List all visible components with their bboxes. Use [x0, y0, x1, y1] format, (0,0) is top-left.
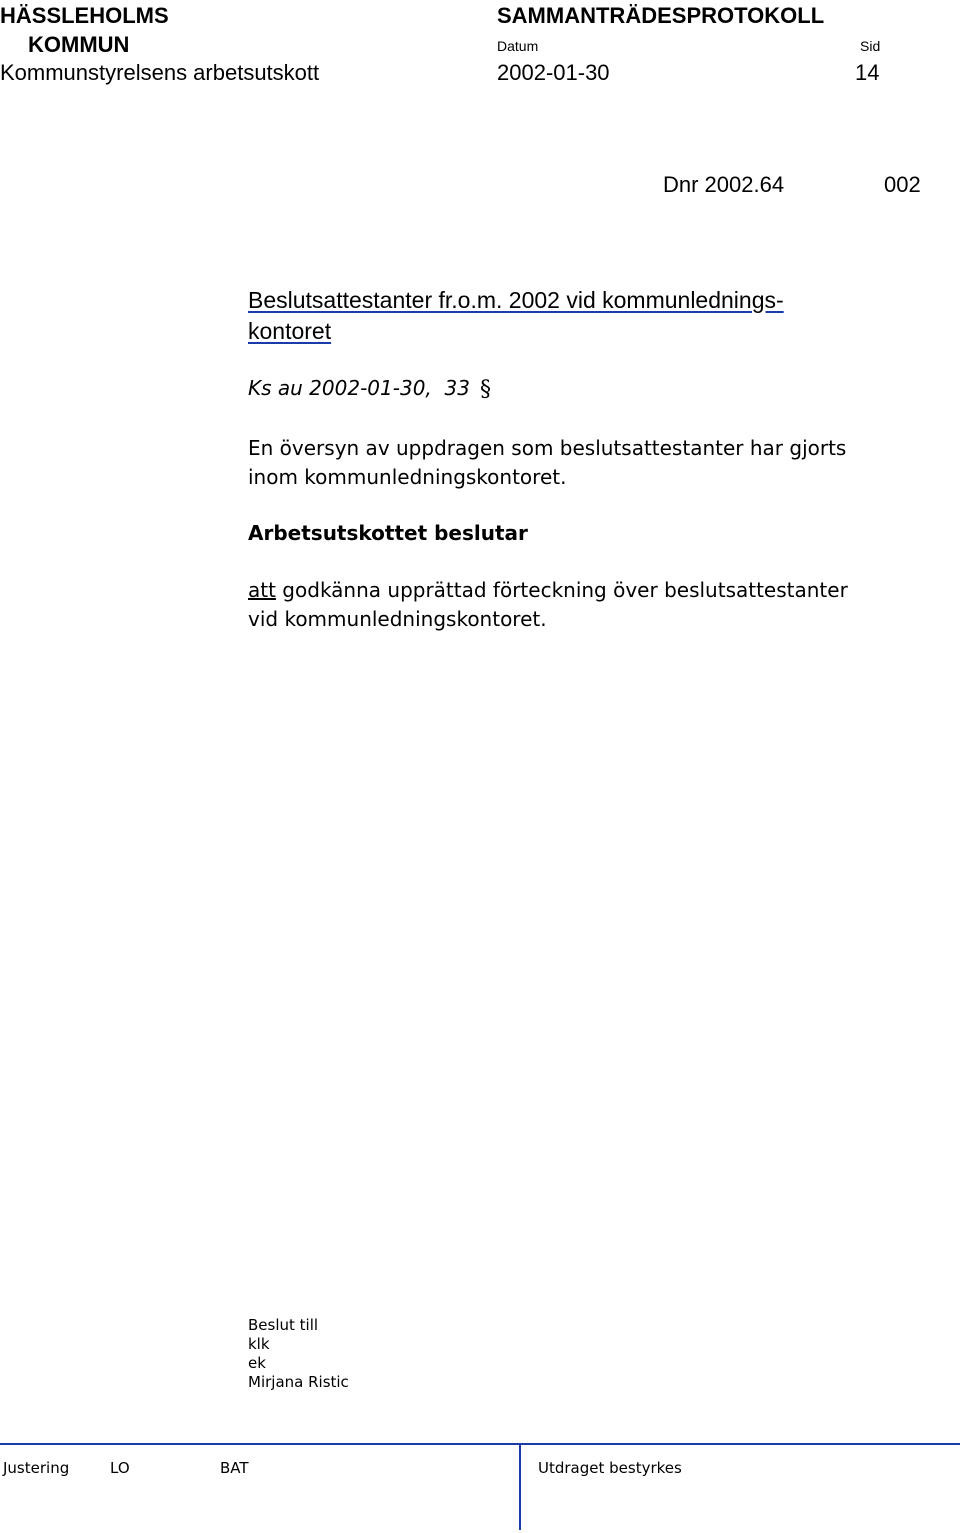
page-number: 14: [855, 60, 880, 85]
item-title-line2[interactable]: kontoret: [248, 318, 332, 344]
footer-divider: [519, 1445, 521, 1530]
decision-att: att: [248, 578, 276, 602]
date-label: Datum: [497, 38, 539, 54]
footer-certified: Utdraget bestyrkes: [538, 1459, 682, 1477]
body-text-line2: inom kommunledningskontoret.: [248, 465, 567, 489]
item-title-line1[interactable]: Beslutsattestanter fr.o.m. 2002 vid kommunlednings-: [248, 287, 784, 313]
decision-line1-text: godkänna upprättad förteckning över beslutsattestanter: [275, 578, 848, 602]
distribution-recipient: Mirjana Ristic: [248, 1373, 349, 1391]
document-type: SAMMANTRÄDESPROTOKOLL: [497, 3, 825, 28]
meeting-reference: [248, 376, 470, 400]
footer-initials: LO: [110, 1459, 130, 1477]
distribution-recipient: klk: [248, 1335, 270, 1353]
reference-text: Ks au 2002-01-30, 33: [248, 376, 470, 400]
meeting-date: 2002-01-30: [497, 60, 610, 85]
decision-heading: Arbetsutskottet beslutar: [248, 521, 528, 545]
body-text-line1: En översyn av uppdragen som beslutsattestanter har gjorts: [248, 436, 847, 460]
decision-line1: [248, 576, 848, 605]
dnr-label: Dnr 2002.64: [663, 172, 785, 197]
dnr-code: 002: [884, 172, 921, 197]
page-label: Sid: [860, 38, 881, 54]
footer-initials: BAT: [220, 1459, 249, 1477]
footer-justering: Justering: [3, 1459, 70, 1477]
decision-line2: vid kommunledningskontoret.: [248, 607, 547, 631]
org-name-line1: HÄSSLEHOLMS: [0, 3, 169, 28]
footer-rule: [0, 1443, 960, 1445]
body-name: Kommunstyrelsens arbetsutskott: [0, 60, 320, 85]
distribution-heading: Beslut till: [248, 1316, 319, 1334]
section-sign-icon: §: [480, 377, 491, 402]
org-name-line2: KOMMUN: [28, 32, 130, 57]
distribution-recipient: ek: [248, 1354, 266, 1372]
